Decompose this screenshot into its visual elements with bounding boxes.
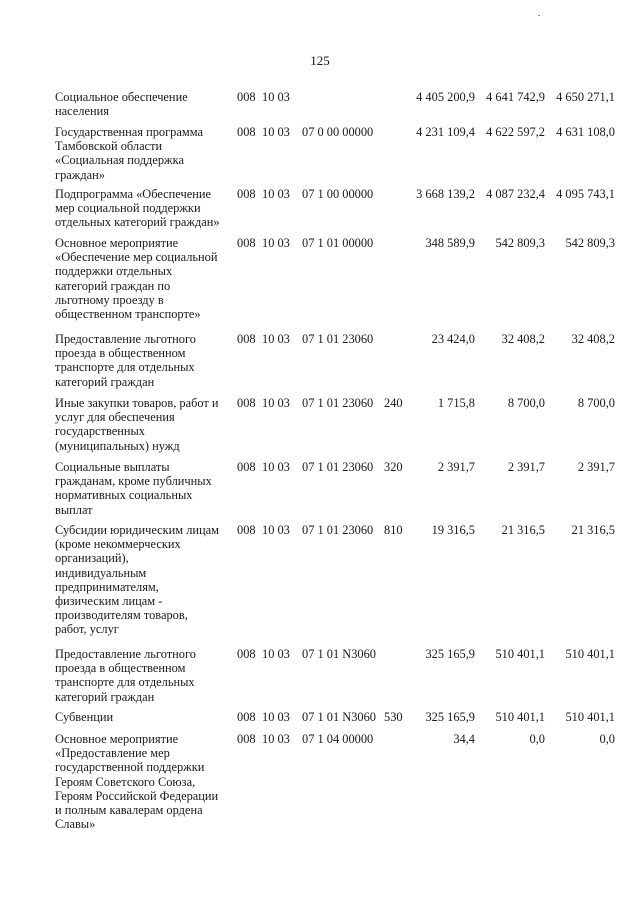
row-name-line: граждан» bbox=[55, 167, 105, 182]
row-name-line: Славы» bbox=[55, 817, 96, 832]
value-2023: 4 095 743,1 bbox=[556, 187, 615, 201]
code-csr: 07 1 01 N3060 bbox=[302, 647, 376, 661]
code-gr: 008 bbox=[237, 236, 256, 250]
row-name-line: транспорте для отдельных bbox=[55, 360, 195, 375]
code-csr: 07 1 01 N3060 bbox=[302, 710, 376, 724]
code-gr: 008 bbox=[237, 460, 256, 474]
value-2022: 2 391,7 bbox=[507, 460, 545, 474]
code-csr: 07 1 01 23060 bbox=[302, 396, 374, 410]
value-2022: 21 316,5 bbox=[501, 523, 545, 537]
row-name-line: услуг для обеспечения bbox=[55, 410, 175, 425]
code-rz-pr: 10 03 bbox=[262, 710, 290, 724]
value-2022: 4 622 597,2 bbox=[486, 125, 545, 139]
row-name-line: выплат bbox=[55, 502, 93, 517]
value-2023: 4 650 271,1 bbox=[556, 90, 615, 104]
code-rz-pr: 10 03 bbox=[262, 236, 290, 250]
code-rz-pr: 10 03 bbox=[262, 460, 290, 474]
row-name-line: поддержки отдельных bbox=[55, 264, 173, 279]
row-name-line: транспорте для отдельных bbox=[55, 675, 195, 690]
row-name-line: Государственная программа bbox=[55, 125, 203, 139]
row-name-line: «Предоставление мер bbox=[55, 746, 170, 761]
row-name-line: Социальное обеспечение bbox=[55, 90, 188, 104]
value-2021: 348 589,9 bbox=[425, 236, 475, 250]
code-vr: 240 bbox=[384, 396, 403, 410]
value-2023: 21 316,5 bbox=[571, 523, 615, 537]
row-name-line: «Социальная поддержка bbox=[55, 153, 184, 168]
row-name-line: категорий граждан по bbox=[55, 278, 171, 293]
row-name bbox=[55, 236, 237, 321]
row-name-line: гражданам, кроме публичных bbox=[55, 474, 212, 489]
row-name-line: физическим лицам - bbox=[55, 594, 163, 609]
code-csr: 07 0 00 00000 bbox=[302, 125, 374, 139]
row-name-line: «Обеспечение мер социальной bbox=[55, 250, 218, 265]
code-gr: 008 bbox=[237, 523, 256, 537]
row-name-line: государственной поддержки bbox=[55, 760, 205, 775]
code-csr: 07 1 00 00000 bbox=[302, 187, 374, 201]
code-rz-pr: 10 03 bbox=[262, 187, 290, 201]
row-name-line: Предоставление льготного bbox=[55, 647, 196, 661]
value-2022: 0,0 bbox=[529, 732, 545, 746]
row-name-line: Героям Советского Союза, bbox=[55, 774, 196, 789]
row-name-line: проезда в общественном bbox=[55, 661, 186, 676]
code-gr: 008 bbox=[237, 647, 256, 661]
value-2022: 510 401,1 bbox=[495, 710, 545, 724]
row-name-line: индивидуальным bbox=[55, 565, 147, 580]
value-2023: 8 700,0 bbox=[577, 396, 615, 410]
row-name-line: проезда в общественном bbox=[55, 346, 186, 361]
row-name-line: и полным кавалерам ордена bbox=[55, 803, 203, 818]
row-name-line: Иные закупки товаров, работ и bbox=[55, 396, 219, 410]
value-2022: 4 087 232,4 bbox=[486, 187, 545, 201]
code-gr: 008 bbox=[237, 332, 256, 346]
row-name-line: населения bbox=[55, 104, 109, 119]
value-2021: 3 668 139,2 bbox=[416, 187, 475, 201]
row-name-line: Субвенции bbox=[55, 710, 114, 724]
row-name bbox=[55, 187, 237, 230]
row-name-line: Предоставление льготного bbox=[55, 332, 196, 346]
code-vr: 810 bbox=[384, 523, 403, 537]
row-name-line: отдельных категорий граждан» bbox=[55, 215, 220, 230]
scan-speck bbox=[538, 15, 540, 16]
value-2022: 542 809,3 bbox=[495, 236, 545, 250]
value-2022: 510 401,1 bbox=[495, 647, 545, 661]
row-name-line: Социальные выплаты bbox=[55, 460, 170, 474]
code-vr: 320 bbox=[384, 460, 403, 474]
row-name bbox=[55, 125, 237, 182]
row-name bbox=[55, 647, 237, 704]
value-2021: 34,4 bbox=[453, 732, 475, 746]
code-rz-pr: 10 03 bbox=[262, 125, 290, 139]
value-2023: 0,0 bbox=[599, 732, 615, 746]
code-csr: 07 1 01 23060 bbox=[302, 460, 374, 474]
row-name-line: работ, услуг bbox=[55, 622, 119, 637]
value-2021: 1 715,8 bbox=[437, 396, 475, 410]
code-gr: 008 bbox=[237, 90, 256, 104]
value-2021: 325 165,9 bbox=[425, 710, 475, 724]
row-name-line: государственных bbox=[55, 424, 146, 439]
value-2022: 8 700,0 bbox=[507, 396, 545, 410]
value-2022: 32 408,2 bbox=[501, 332, 545, 346]
code-gr: 008 bbox=[237, 187, 256, 201]
code-gr: 008 bbox=[237, 125, 256, 139]
code-rz-pr: 10 03 bbox=[262, 647, 290, 661]
row-name-line: производителям товаров, bbox=[55, 608, 188, 623]
value-2021: 2 391,7 bbox=[437, 460, 475, 474]
code-csr: 07 1 01 23060 bbox=[302, 332, 374, 346]
row-name-line: категорий граждан bbox=[55, 689, 155, 704]
value-2023: 2 391,7 bbox=[577, 460, 615, 474]
row-name-line: Героям Российской Федерации bbox=[55, 788, 219, 803]
code-rz-pr: 10 03 bbox=[262, 332, 290, 346]
row-name-line: общественном транспорте» bbox=[55, 307, 201, 322]
value-2022: 4 641 742,9 bbox=[486, 90, 545, 104]
row-name bbox=[55, 332, 237, 389]
code-csr: 07 1 01 00000 bbox=[302, 236, 374, 250]
row-name bbox=[55, 523, 237, 637]
code-rz-pr: 10 03 bbox=[262, 90, 290, 104]
code-rz-pr: 10 03 bbox=[262, 732, 290, 746]
row-name-line: Субсидии юридическим лицам bbox=[55, 523, 220, 537]
code-gr: 008 bbox=[237, 396, 256, 410]
row-name-line: организаций), bbox=[55, 551, 129, 566]
row-name-line: льготному проезду в bbox=[55, 292, 164, 307]
row-name bbox=[55, 460, 237, 517]
row-name-line: предпринимателям, bbox=[55, 579, 159, 594]
row-name-line: (кроме некоммерческих bbox=[55, 537, 181, 552]
value-2021: 4 405 200,9 bbox=[416, 90, 475, 104]
row-name-line: категорий граждан bbox=[55, 374, 155, 389]
value-2023: 542 809,3 bbox=[565, 236, 615, 250]
row-name bbox=[55, 732, 237, 831]
value-2021: 19 316,5 bbox=[431, 523, 475, 537]
value-2023: 4 631 108,0 bbox=[556, 125, 615, 139]
code-gr: 008 bbox=[237, 710, 256, 724]
code-gr: 008 bbox=[237, 732, 256, 746]
row-name bbox=[55, 396, 237, 453]
row-name-line: Тамбовской области bbox=[55, 139, 163, 154]
page-number: 125 bbox=[310, 53, 330, 68]
value-2023: 32 408,2 bbox=[571, 332, 615, 346]
value-2021: 325 165,9 bbox=[425, 647, 475, 661]
value-2021: 23 424,0 bbox=[431, 332, 475, 346]
code-csr: 07 1 01 23060 bbox=[302, 523, 374, 537]
code-rz-pr: 10 03 bbox=[262, 523, 290, 537]
row-name-line: нормативных социальных bbox=[55, 488, 193, 503]
value-2023: 510 401,1 bbox=[565, 647, 615, 661]
row-name-line: мер социальной поддержки bbox=[55, 201, 201, 216]
row-name-line: Подпрограмма «Обеспечение bbox=[55, 187, 211, 201]
code-csr: 07 1 04 00000 bbox=[302, 732, 374, 746]
row-name bbox=[55, 710, 237, 724]
code-rz-pr: 10 03 bbox=[262, 396, 290, 410]
code-vr: 530 bbox=[384, 710, 403, 724]
value-2023: 510 401,1 bbox=[565, 710, 615, 724]
row-name-line: Основное мероприятие bbox=[55, 236, 179, 250]
row-name-line: (муниципальных) нужд bbox=[55, 438, 180, 453]
row-name-line: Основное мероприятие bbox=[55, 732, 179, 746]
value-2021: 4 231 109,4 bbox=[416, 125, 475, 139]
row-name bbox=[55, 90, 237, 118]
